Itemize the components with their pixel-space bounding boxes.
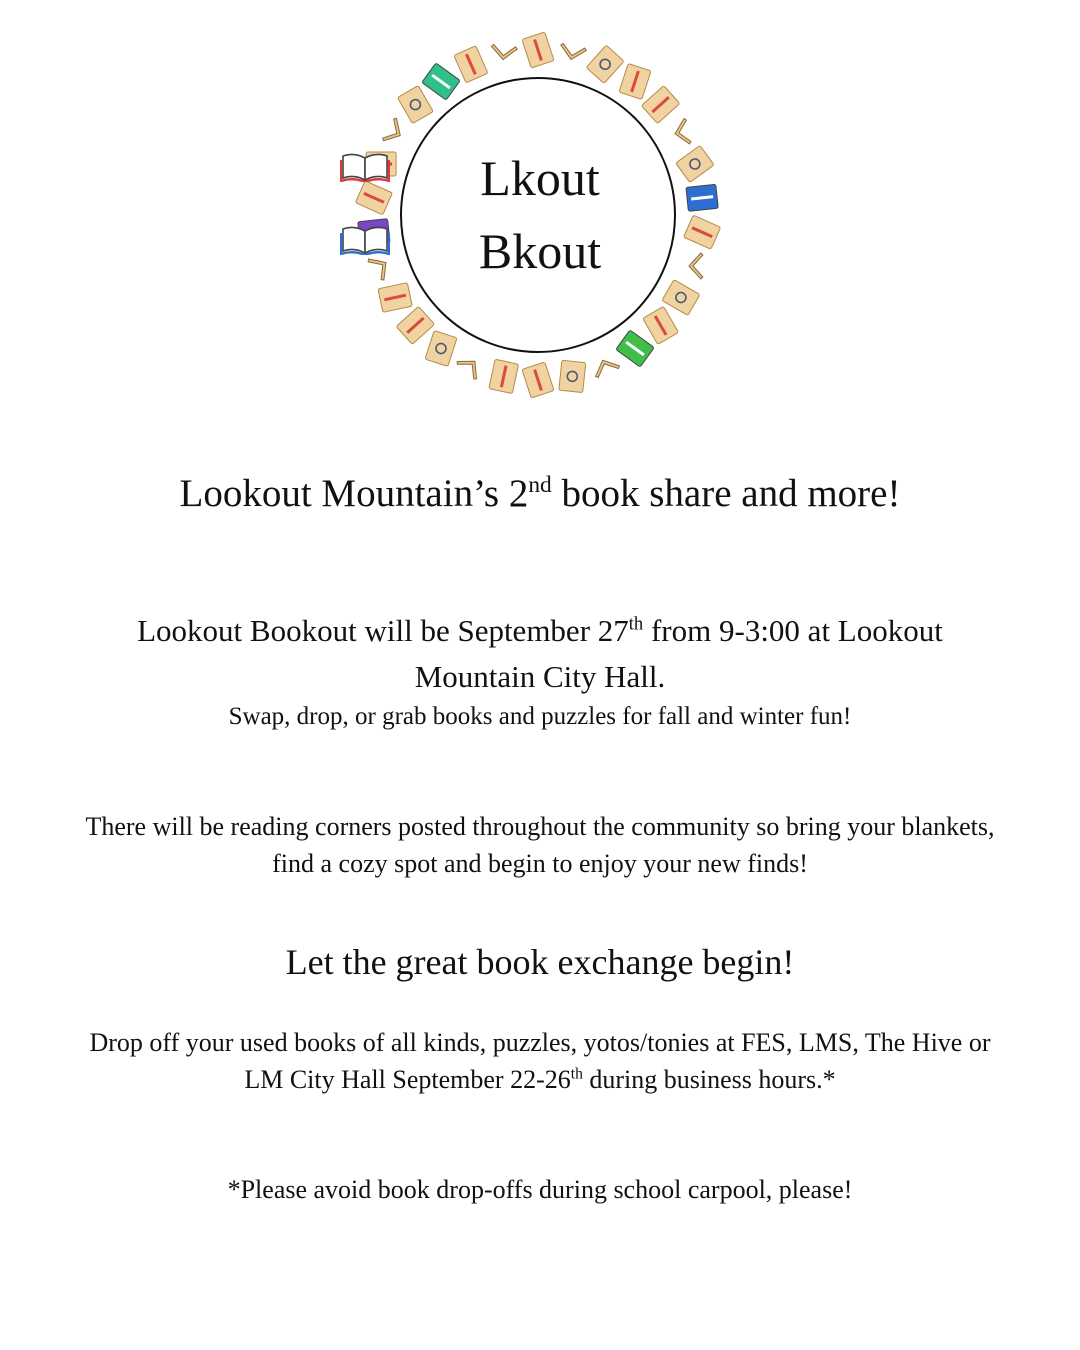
logo-letter-l: L: [480, 150, 511, 206]
reading-corners-paragraph: [0, 808, 1080, 882]
wreath-book-icon: [662, 280, 700, 316]
wreath-book-icon: [641, 86, 679, 124]
wreath-book-icon: [454, 46, 488, 83]
reading-line-1: There will be reading corners posted throughout the community so bring your blankets,: [85, 812, 995, 841]
dropoff-paragraph: [0, 1024, 1080, 1098]
wreath-book-icon: [558, 43, 586, 62]
wreath-book-icon: [378, 283, 412, 313]
event-tagline: Swap, drop, or grab books and puzzles for fall and winter fun!: [228, 703, 852, 730]
wreath-book-icon: [672, 118, 691, 146]
logo-line-bookout: [340, 223, 740, 279]
dropoff-hours-text: during business hours.*: [582, 1065, 836, 1094]
open-book-icon-blue: [340, 223, 390, 255]
wreath-book-icon: [522, 32, 554, 68]
logo-word-kout-1: kout: [510, 150, 600, 206]
wreath-book-icon: [619, 64, 651, 100]
headline-text-end: book share and more!: [551, 472, 901, 515]
event-date-superscript: th: [628, 613, 644, 635]
wreath-book-icon: [586, 45, 624, 83]
event-details: [0, 608, 1080, 700]
book-wreath: [340, 20, 740, 420]
wreath-book-icon: [616, 330, 654, 367]
dropoff-superscript: th: [570, 1065, 583, 1083]
open-book-icon-red: [340, 150, 390, 182]
wreath-book-icon: [396, 306, 434, 344]
dropoff-dates-text: LM City Hall September 22-26: [244, 1065, 571, 1094]
logo-line-lookout: [340, 150, 740, 206]
logo-word-kout-2: kout: [512, 223, 602, 279]
logo-circle: [401, 78, 675, 352]
wreath-book-icon: [425, 331, 457, 367]
headline-superscript: nd: [528, 472, 552, 498]
event-line-1: [0, 608, 1080, 654]
wreath-book-icon: [422, 63, 460, 100]
wreath-book-icon: [489, 359, 519, 393]
wreath-book-icon: [490, 44, 517, 61]
headline: [0, 468, 1080, 520]
reading-line-2: find a cozy spot and begin to enjoy your new finds!: [272, 849, 808, 878]
wreath-book-icon: [643, 306, 679, 344]
wreath-book-icon: [456, 353, 485, 381]
dropoff-line-2: [0, 1061, 1080, 1098]
logo-letter-b: B: [478, 223, 513, 279]
wreath-book-icon: [559, 360, 586, 392]
headline-text: Lookout Mountain’s 2: [179, 472, 529, 515]
lookout-bookout-logo: [340, 20, 740, 420]
wreath-book-icon: [398, 86, 434, 124]
wreath-book-icon: [382, 117, 407, 147]
event-line-2: Mountain City Hall.: [414, 659, 666, 694]
wreath-book-icon: [522, 362, 554, 398]
dropoff-line-1: Drop off your used books of all kinds, puzzles, yotos/tonies at FES, LMS, The Hive or: [89, 1028, 991, 1057]
wreath-book-icon: [591, 355, 620, 378]
exchange-heading: Let the great book exchange begin!: [285, 942, 795, 982]
carpool-note: *Please avoid book drop-offs during school carpool, please!: [227, 1175, 853, 1204]
event-time-text: from 9-3:00 at Lookout: [643, 613, 943, 648]
event-date-text: Lookout Bookout will be September 27: [137, 613, 629, 648]
